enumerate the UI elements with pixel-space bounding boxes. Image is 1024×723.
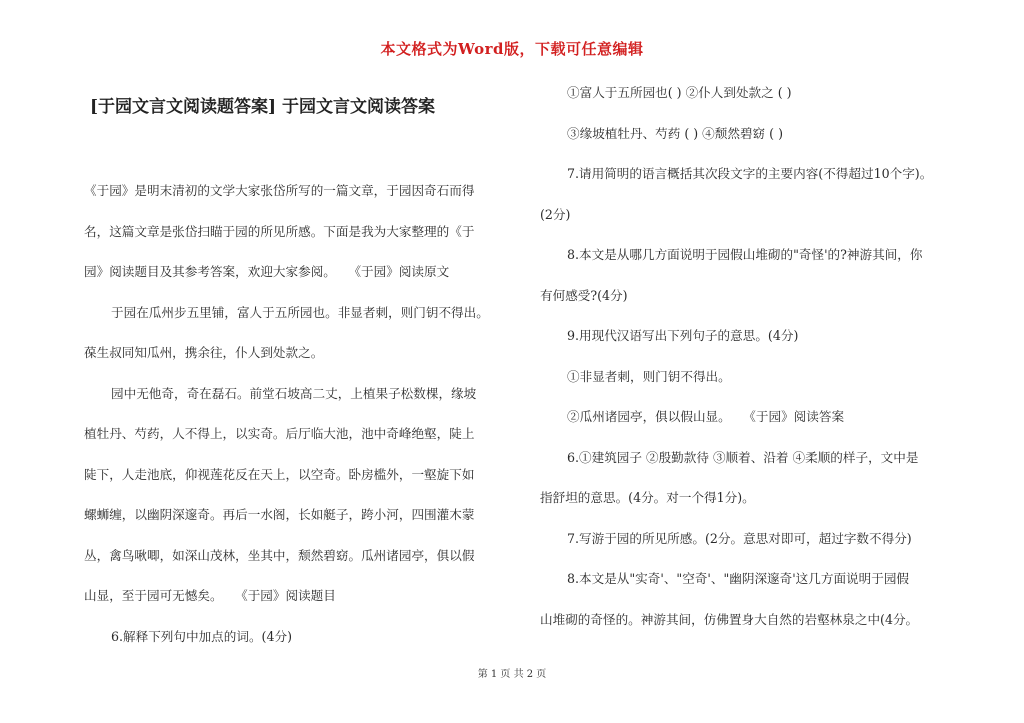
text-line: 《于园》是明末清初的文学大家张岱所写的一篇文章，于园因奇石而得: [84, 183, 475, 198]
question-line: 7.请用简明的语言概括其次段文字的主要内容(不得超过10个字)。: [567, 166, 933, 181]
page-title: [于园文言文阅读题答案] 于园文言文阅读答案: [90, 97, 436, 117]
text-line: 园》阅读题目及其参考答案，欢迎大家参阅。 《于园》阅读原文: [84, 264, 450, 279]
text-line: 指舒坦的意思。(4分。对一个得1分)。: [540, 490, 755, 505]
download-banner: 本文格式为Word版，下载可任意编辑: [380, 40, 644, 58]
text-line: 螺蛳缠，以幽阴深邃奇。再后一水阁，长如艇子，跨小河，四围灌木蒙: [84, 507, 475, 522]
answer-line: 8.本文是从"实奇'、"空奇'、"幽阴深邃奇'这几方面说明于园假: [567, 571, 910, 586]
text-line: 山堆砌的奇怪的。神游其间，仿佛置身大自然的岩壑林泉之中(4分。: [540, 611, 919, 627]
text-line: 陡下，人走池底，仰视莲花反在天上，以空奇。卧房槛外，一壑旋下如: [84, 466, 475, 482]
question-line: 9.用现代汉语写出下列句子的意思。(4分): [567, 328, 799, 343]
question-line: 6.解释下列句中加点的词。(4分): [111, 628, 292, 644]
text-line: 山显，至于园可无憾矣。 《于园》阅读题目: [84, 588, 336, 603]
answer-line: 6.①建筑园子 ②殷勤款待 ③顺着、沿着 ④柔顺的样子，文中是: [567, 449, 919, 465]
text-line: 丛，禽鸟啾唧，如深山茂林，坐其中，颓然碧窈。瓜州诸园亭，俱以假: [84, 547, 475, 563]
text-line: 园中无他奇，奇在磊石。前堂石坡高二丈，上植果子松数棵，缘坡: [111, 385, 477, 401]
text-line: 有何感受?(4分): [540, 287, 628, 303]
page-number: 第 1 页 共 2 页: [477, 669, 547, 680]
right-column: [540, 73, 980, 640]
answer-line: 7.写游于园的所见所感。(2分。意思对即可，超过字数不得分): [567, 530, 912, 546]
question-line: ③缘坡植牡丹、芍药 ( ) ④颓然碧窈 ( ): [567, 125, 783, 141]
question-line: ①富人于五所园也( ) ②仆人到处款之 ( ): [567, 85, 792, 100]
text-line: (2分): [540, 206, 571, 222]
text-line: 葆生叔同知瓜州，携余往，仆人到处款之。: [84, 345, 324, 360]
question-line: ②瓜州诸园亭，俱以假山显。 《于园》阅读答案: [567, 409, 845, 424]
question-line: ①非显者刺，则门钥不得出。: [567, 368, 731, 384]
text-line: 于园在瓜州步五里铺，富人于五所园也。非显者刺，则门钥不得出。: [111, 304, 489, 320]
question-line: 8.本文是从哪几方面说明于园假山堆砌的"奇怪'的?神游其间，你: [567, 247, 923, 262]
text-line: 植牡丹、芍药，人不得上，以实奇。后厅临大池，池中奇峰绝壑，陡上: [84, 426, 475, 441]
text-line: 名，这篇文章是张岱扫瞄于园的所见所感。下面是我为大家整理的《于: [84, 223, 475, 239]
left-column: [84, 171, 504, 657]
